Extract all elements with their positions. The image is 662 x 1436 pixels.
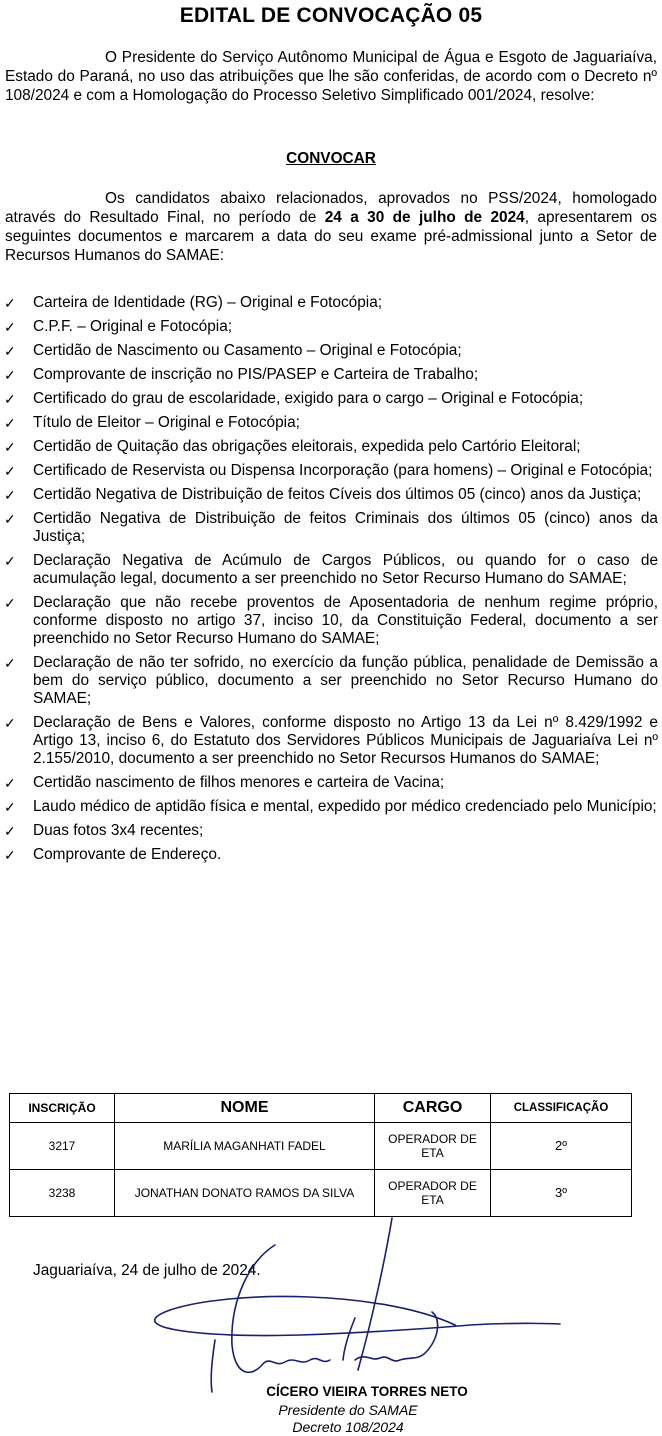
- cell-nome: JONATHAN DONATO RAMOS DA SILVA: [115, 1170, 375, 1217]
- documents-list: [0, 294, 662, 870]
- check-icon: ✓: [4, 391, 16, 407]
- header-nome: NOME: [115, 1094, 375, 1123]
- list-item: ✓ Certidão nascimento de filhos menores e carteira de Vacina;: [4, 774, 445, 791]
- candidates-table: [9, 1093, 632, 1217]
- list-item: ✓ Laudo médico de aptidão física e mental, expedido por médico credenciado pelo Município;: [4, 798, 657, 815]
- section-heading: CONVOCAR: [286, 150, 376, 167]
- cell-nome: MARÍLIA MAGANHATI FADEL: [115, 1123, 375, 1170]
- list-item: ✓ Certificado de Reservista ou Dispensa Incorporação (para homens) – Original e Fotocópia;: [4, 462, 653, 479]
- check-icon: ✓: [4, 655, 16, 671]
- signatory-decree: Decreto 108/2024: [292, 1419, 404, 1435]
- signatory-name: CÍCERO VIEIRA TORRES NETO: [266, 1384, 468, 1399]
- check-icon: ✓: [4, 367, 16, 383]
- check-icon: ✓: [4, 415, 16, 431]
- list-item: ✓ Declaração de não ter sofrido, no exercício da função pública, penalidade de Demissão a bem do serviço público, documento a ser preenchido no Setor Recurso Humano do SAMAE;: [4, 654, 658, 707]
- cell-cargo: OPERADOR DE ETA: [375, 1170, 491, 1217]
- check-icon: ✓: [4, 823, 16, 839]
- list-item: ✓ Certidão Negativa de Distribuição de feitos Cíveis dos últimos 05 (cinco) anos da Justiça;: [4, 486, 642, 503]
- check-icon: ✓: [4, 595, 16, 611]
- check-icon: ✓: [4, 775, 16, 791]
- body-period: 24 a 30 de julho de 2024: [324, 209, 525, 226]
- signature-stroke-b: [343, 1312, 438, 1361]
- header-cargo: CARGO: [375, 1094, 491, 1123]
- cell-inscricao: 3217: [10, 1123, 115, 1170]
- check-icon: ✓: [4, 319, 16, 335]
- cell-cargo: OPERADOR DE ETA: [375, 1123, 491, 1170]
- header-inscricao: INSCRIÇÃO: [10, 1094, 115, 1123]
- list-item: ✓ Certificado do grau de escolaridade, exigido para o cargo – Original e Fotocópia;: [4, 390, 584, 407]
- check-icon: ✓: [4, 715, 16, 731]
- signatory-role: Presidente do SAMAE: [278, 1402, 418, 1418]
- list-item: ✓ Certidão de Quitação das obrigações eleitorais, expedida pelo Cartório Eleitoral;: [4, 438, 581, 455]
- header-classificacao: CLASSIFICAÇÃO: [491, 1094, 632, 1123]
- list-item: ✓ Certidão de Nascimento ou Casamento – Original e Fotocópia;: [4, 342, 462, 359]
- table-row: [10, 1123, 632, 1170]
- signature-loop: [155, 1296, 560, 1335]
- body-text-part1: Os candidatos abaixo relacionados, aprovados no PSS/2024, homologado através do Resultado Final, no período de: [5, 190, 657, 226]
- check-icon: ✓: [4, 799, 16, 815]
- list-item: ✓ Certidão Negativa de Distribuição de feitos Criminais dos últimos 05 (cinco) anos da Justiça;: [4, 510, 658, 545]
- signature-stroke-a: [358, 1218, 392, 1370]
- check-icon: ✓: [4, 463, 16, 479]
- document-title: EDITAL DE CONVOCAÇÃO 05: [179, 4, 483, 27]
- list-item: ✓ Declaração Negativa de Acúmulo de Cargos Públicos, ou quando for o caso de acumulação legal, documento a ser preenchido no Setor Recurso Humano do SAMAE;: [4, 552, 658, 587]
- table-row: [10, 1170, 632, 1217]
- check-icon: ✓: [4, 553, 16, 569]
- list-item: ✓ Comprovante de Endereço.: [4, 846, 222, 863]
- body-text-part2: , apresentarem os seguintes documentos e marcarem a data do seu exame pré-admissional junto a Setor de Recursos Humanos do SAMAE:: [5, 209, 657, 264]
- check-icon: ✓: [4, 511, 16, 527]
- body-paragraph: [5, 189, 657, 265]
- list-item: ✓ Declaração que não recebe proventos de Aposentadoria de nenhum regime próprio, conforme disposto no artigo 37, inciso 10, da Constituição Federal, documento a ser preenchido no Setor Recurso Humano do SAMAE;: [4, 594, 658, 647]
- intro-text: O Presidente do Serviço Autônomo Municipal de Água e Esgoto de Jaguariaíva, Estado do Paraná, no uso das atribuições que lhe são conferidas, de acordo com o Decreto nº 108/2024 e com a Homologação do Processo Seletivo Simplificado 001/2024, resolve:: [5, 49, 657, 104]
- check-icon: ✓: [4, 295, 16, 311]
- list-item: ✓ Título de Eleitor – Original e Fotocópia;: [4, 414, 300, 431]
- table-header-row: [10, 1094, 632, 1123]
- list-item: ✓ C.P.F. – Original e Fotocópia;: [4, 318, 233, 335]
- check-icon: ✓: [4, 439, 16, 455]
- check-icon: ✓: [4, 343, 16, 359]
- intro-paragraph: [5, 48, 657, 105]
- list-item: ✓ Comprovante de inscrição no PIS/PASEP e Carteira de Trabalho;: [4, 366, 479, 383]
- cell-inscricao: 3238: [10, 1170, 115, 1217]
- check-icon: ✓: [4, 487, 16, 503]
- cell-classificacao: 2º: [491, 1123, 632, 1170]
- cell-classificacao: 3º: [491, 1170, 632, 1217]
- date-line: Jaguariaíva, 24 de julho de 2024.: [33, 1262, 261, 1279]
- list-item: ✓ Declaração de Bens e Valores, conforme disposto no Artigo 13 da Lei nº 8.429/1992 e Artigo 13, inciso 6, do Estatuto dos Servidores Públicos Municipais de Jaguariaíva Lei nº 2.155/2010, documento a ser preenchido no Setor Recursos Humanos do SAMAE;: [4, 714, 658, 767]
- list-item: ✓ Carteira de Identidade (RG) – Original e Fotocópia;: [4, 294, 383, 311]
- list-item: ✓ Duas fotos 3x4 recentes;: [4, 822, 204, 839]
- check-icon: ✓: [4, 847, 16, 863]
